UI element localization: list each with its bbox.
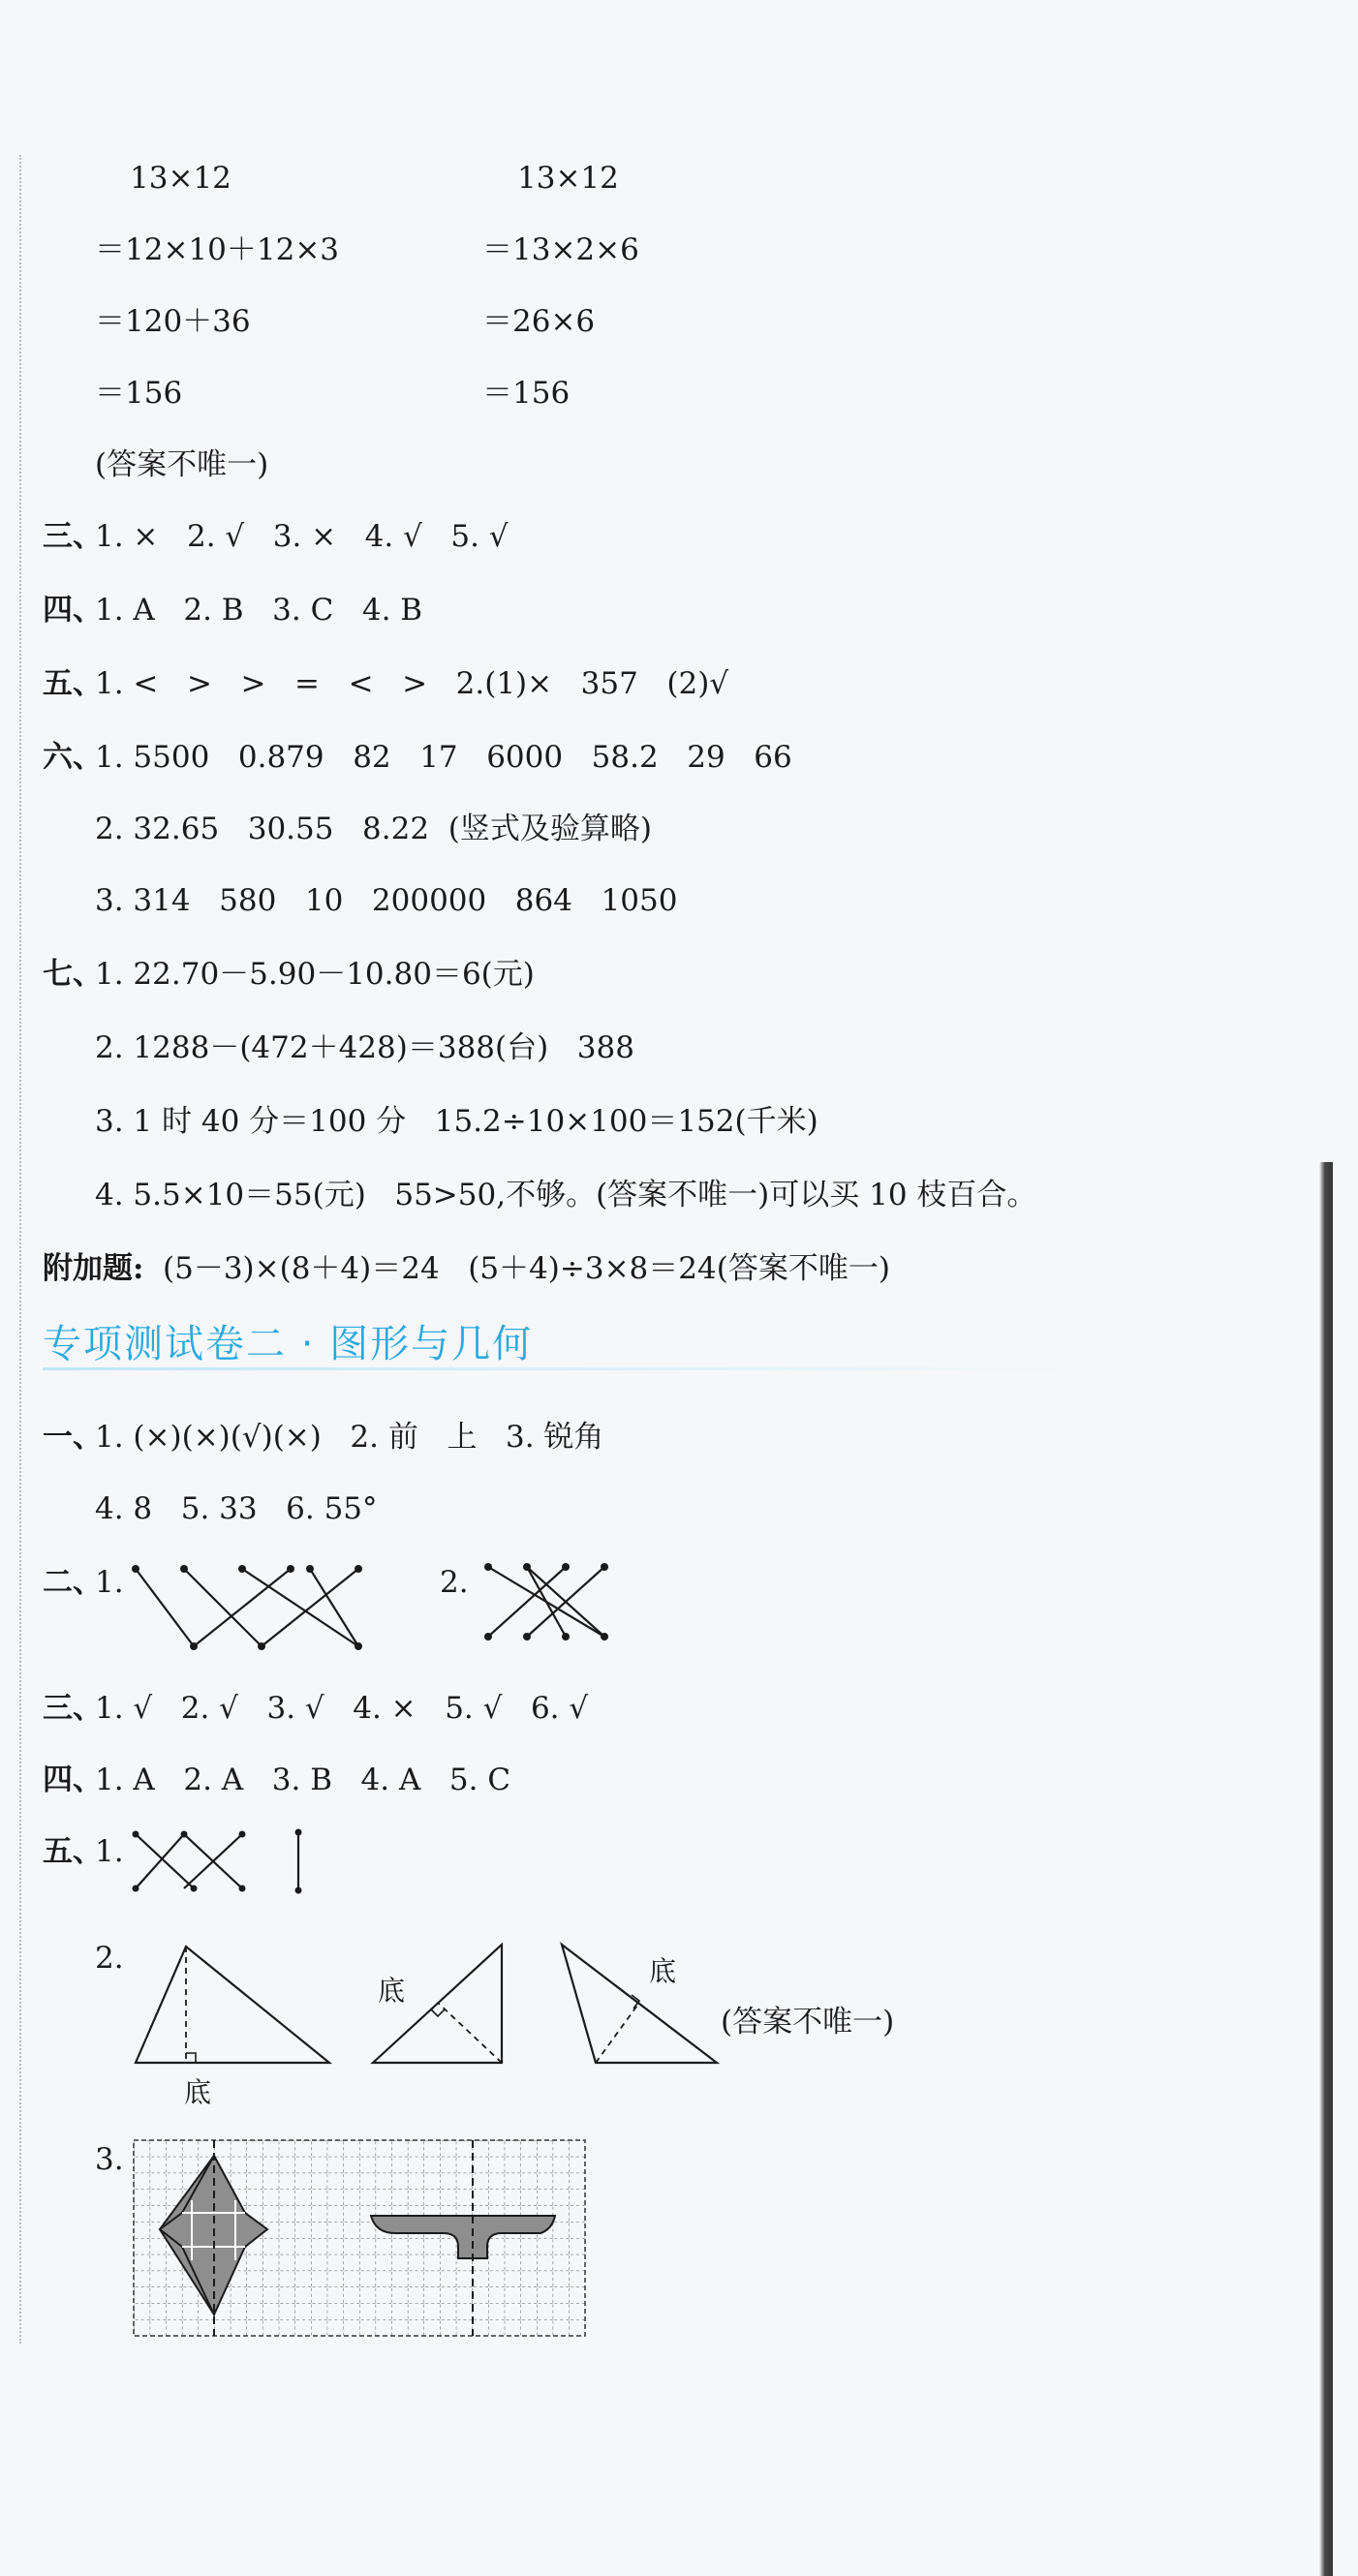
part1-si-text: 1. A 2. B 3. C 4. B	[95, 593, 423, 628]
calc-note: (答案不唯一)	[95, 447, 269, 482]
sec2-yi-num: 一、	[43, 1420, 103, 1455]
sec2-san-text: 1. √ 2. √ 3. √ 4. × 5. √ 6. √	[95, 1691, 589, 1726]
calc-right-line-4: ＝156	[482, 376, 571, 411]
part1-liu-num: 六、	[43, 740, 103, 775]
wu-item1-line-figure	[126, 1823, 320, 1900]
sec2-wu-item-1: 1.	[95, 1834, 124, 1869]
part1-liu-text: 1. 5500 0.879 82 17 6000 58.2 29 66	[95, 740, 792, 775]
sec2-wu-note: (答案不唯一)	[721, 2005, 895, 2039]
section-title-underline	[43, 1367, 1089, 1370]
wu-item2-triangle-figures	[126, 1937, 746, 2121]
part1-wu-num: 五、	[43, 666, 103, 701]
er-item2-line-figure	[478, 1553, 624, 1650]
page-edge-dotted	[19, 155, 21, 2344]
part1-liu-line-2: 2. 32.65 30.55 8.22 (竖式及验算略)	[95, 812, 652, 846]
er-item1-line-figure	[126, 1549, 417, 1656]
part1-si-num: 四、	[43, 593, 103, 628]
calc-left-line-1: 13×12	[130, 161, 231, 196]
calc-left-line-2: ＝12×10＋12×3	[95, 232, 340, 267]
wu-item3-grid-figure	[134, 2140, 585, 2336]
base-label-2: 底	[378, 1975, 406, 2007]
part1-san-text: 1. × 2. √ 3. × 4. √ 5. √	[95, 519, 509, 554]
sec2-wu-item-3: 3.	[95, 2142, 124, 2177]
calc-right-line-2: ＝13×2×6	[482, 232, 639, 267]
part1-qi-line-2: 2. 1288－(472＋428)＝388(台) 388	[95, 1030, 634, 1065]
base-label-3: 底	[649, 1955, 677, 1987]
calc-right-line-1: 13×12	[517, 161, 619, 196]
part1-qi-line-4: 4. 5.5×10＝55(元) 55>50,不够。(答案不唯一)可以买 10 枝百合。	[95, 1178, 1037, 1212]
sec2-er-item-2: 2.	[440, 1565, 469, 1600]
sec2-si-num: 四、	[43, 1763, 103, 1797]
sec2-si-text: 1. A 2. A 3. B 4. A 5. C	[95, 1763, 511, 1797]
calc-left-line-3: ＝120＋36	[95, 304, 251, 339]
section-title: 专项测试卷二 · 图形与几何	[43, 1322, 534, 1366]
sec2-yi-line-2: 4. 8 5. 33 6. 55°	[95, 1491, 378, 1526]
sec2-er-num: 二、	[43, 1565, 103, 1600]
scan-edge-shadow	[1319, 1162, 1333, 2576]
part1-liu-line-3: 3. 314 580 10 200000 864 1050	[95, 883, 678, 918]
part1-qi-num: 七、	[43, 957, 103, 992]
base-label-1: 底	[184, 2076, 212, 2108]
bonus-label: 附加题:	[43, 1251, 144, 1286]
calc-right-line-3: ＝26×6	[482, 304, 596, 339]
part1-qi-line-3: 3. 1 时 40 分＝100 分 15.2÷10×100＝152(千米)	[95, 1104, 818, 1139]
part1-wu-text: 1. < > > = < > 2.(1)× 357 (2)√	[95, 666, 729, 701]
sec2-er-item-1: 1.	[95, 1565, 124, 1600]
sec2-yi-text: 1. (×)(×)(√)(×) 2. 前 上 3. 锐角	[95, 1420, 604, 1455]
part1-san-num: 三、	[43, 519, 103, 554]
sec2-wu-num: 五、	[43, 1834, 103, 1869]
sec2-wu-item-2: 2.	[95, 1941, 124, 1976]
part1-qi-text: 1. 22.70－5.90－10.80＝6(元)	[95, 957, 535, 992]
bonus-text: (5－3)×(8＋4)＝24 (5＋4)÷3×8＝24(答案不唯一)	[163, 1251, 890, 1286]
calc-left-line-4: ＝156	[95, 376, 183, 411]
sec2-san-num: 三、	[43, 1691, 103, 1726]
